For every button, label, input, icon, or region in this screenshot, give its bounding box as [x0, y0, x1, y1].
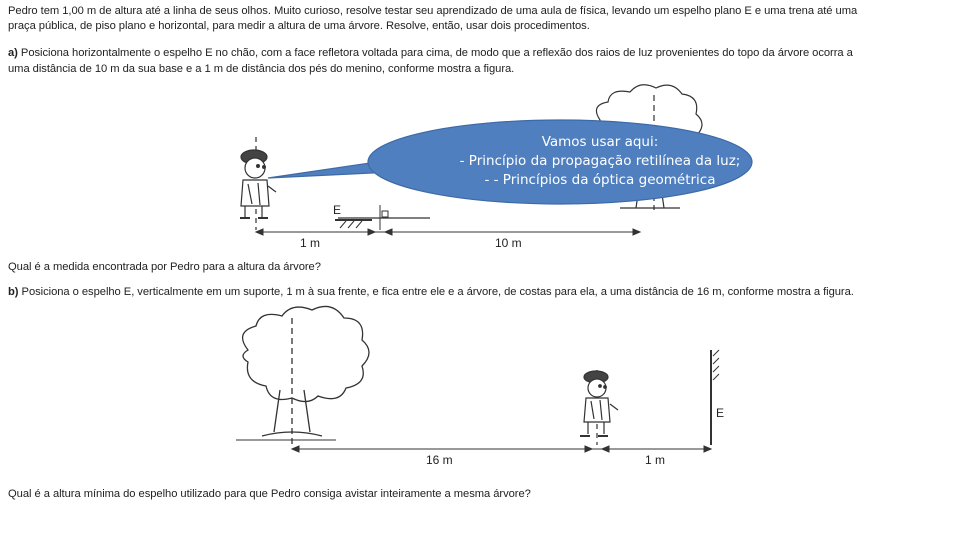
part-b-text: Posiciona o espelho E, verticalmente em um suporte, 1 m à sua frente, e fica entre ele e a árvore, de costas para ela, a uma distância de 16 m, conforme mostra a figura.	[21, 286, 854, 298]
figure-b	[236, 306, 719, 452]
callout-text	[430, 133, 770, 190]
part-a-line-2: uma distância de 10 m da sua base e a 1 m de distância dos pés do menino, conforme mostra a figura.	[8, 63, 515, 75]
part-b-question: Qual é a altura mínima do espelho utilizado para que Pedro consiga avistar inteiramente a mesma árvore?	[8, 488, 531, 500]
distance-a-right: 10 m	[495, 236, 522, 250]
distance-arrows-b	[292, 446, 711, 452]
part-a-question: Qual é a medida encontrada por Pedro para a altura da árvore?	[8, 261, 321, 273]
intro-line-1: Pedro tem 1,00 m de altura até a linha de seus olhos. Muito curioso, resolve testar seu aprendizado de uma aula de física, levando um espelho plano E e uma trena até uma	[8, 5, 858, 17]
mirror-b-label: E	[716, 406, 725, 420]
part-a-text: Posiciona horizontalmente o espelho E no chão, com a face refletora voltada para cima, de modo que a reflexão dos raios de luz provenientes do topo da árvore ocorra a	[20, 47, 853, 59]
part-a-marker: a)	[8, 47, 18, 59]
part-b-marker: b)	[8, 286, 19, 298]
mirror-b-illustration	[711, 350, 719, 445]
tree-b-illustration	[236, 306, 369, 446]
distance-a-left: 1 m	[300, 236, 321, 250]
distance-arrows-a	[256, 229, 640, 235]
intro-line-2: praça pública, de piso plano e horizontal, para medir a altura de uma árvore. Resolve, então, usar dois procedimentos.	[8, 20, 590, 32]
distance-b-right: 1 m	[645, 453, 666, 467]
mirror-a-label: E	[333, 203, 342, 217]
callout-item-1: - Princípio da propagação retilínea da luz;	[459, 153, 741, 169]
callout-title: Vamos usar aqui:	[541, 134, 659, 150]
part-b-line-1	[8, 285, 854, 299]
boy-b-illustration	[580, 370, 618, 445]
callout-item-2: - - Princípios da óptica geométrica	[484, 172, 716, 188]
distance-b-left: 16 m	[426, 453, 453, 467]
boy-a-illustration	[240, 137, 276, 230]
